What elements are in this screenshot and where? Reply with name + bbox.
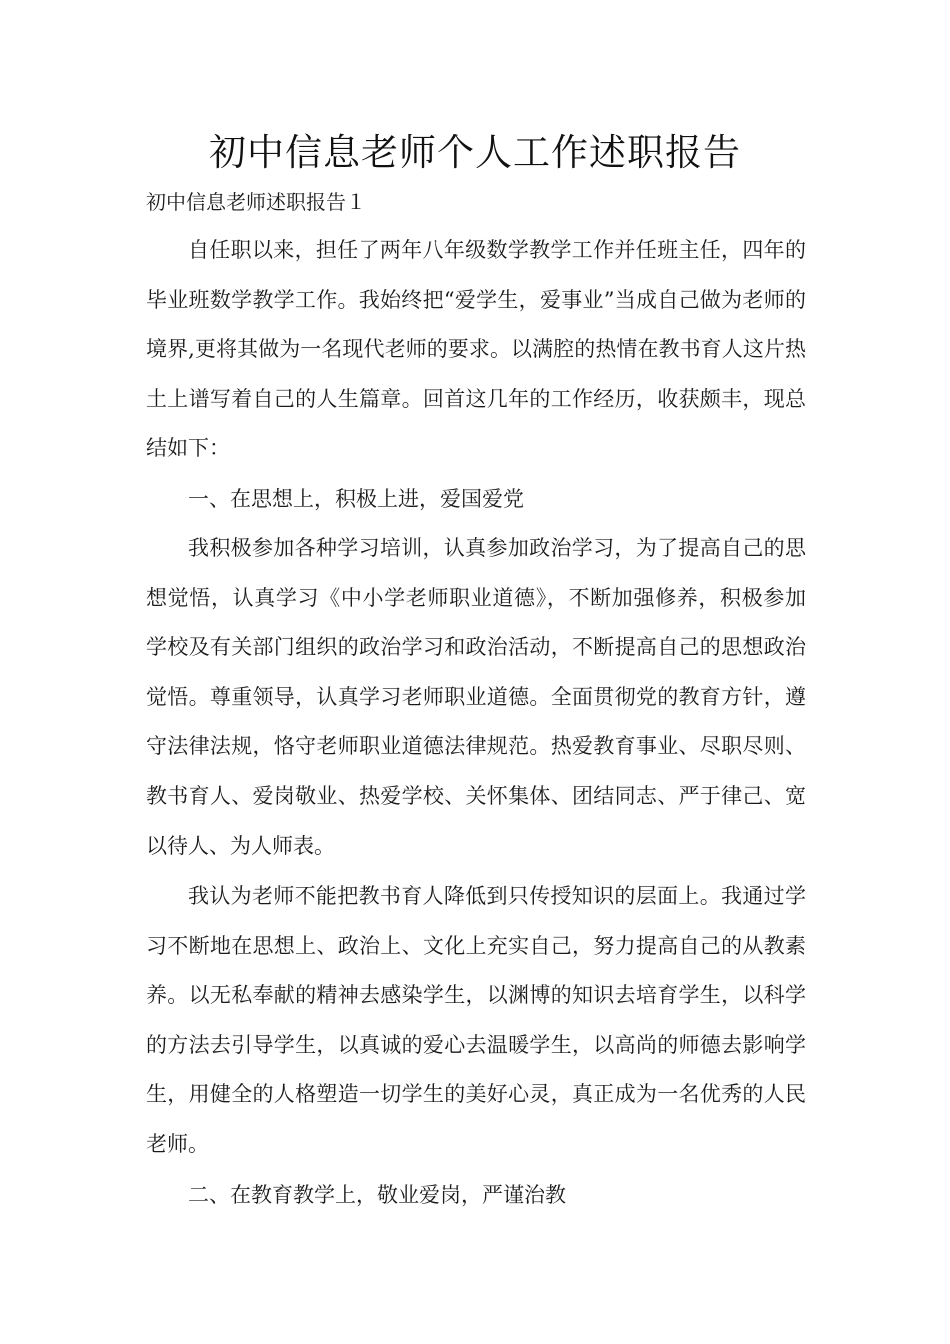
paragraph-intro: 自任职以来，担任了两年八年级数学教学工作并任班主任，四年的毕业班数学教学工作。我始终把“爱学生，爱事业”当成自己做为老师的境界,更将其做为一名现代老师的要求。以满腔的热情在教书育人这片热土上谱写着自己的人生篇章。回首这几年的工作经历，收获颇丰，现总结如下：: [146, 238, 806, 461]
section-heading-2: 二、在教育教学上，敬业爱岗，严谨治教: [188, 1183, 566, 1207]
document-title: 初中信息老师个人工作述职报告: [209, 131, 741, 174]
paragraph-teacher-role: 我认为老师不能把教书育人降低到只传授知识的层面上。我通过学习不断地在思想上、政治上、文化上充实自己，努力提高自己的从教素养。以无私奉献的精神去感染学生，以渊博的知识去培育学生，以科学的方法去引导学生，以真诚的爱心去温暖学生，以高尚的师德去影响学生，用健全的人格塑造一切学生的美好心灵，真正成为一名优秀的人民老师。: [146, 884, 806, 1156]
paragraph-ideology: 我积极参加各种学习培训，认真参加政治学习，为了提高自己的思想觉悟，认真学习《中小学老师职业道德》，不断加强修养，积极参加学校及有关部门组织的政治学习和政治活动，不断提高自己的思想政治觉悟。尊重领导，认真学习老师职业道德。全面贯彻党的教育方针，遵守法律法规，恪守老师职业道德法律规范。热爱教育事业、尽职尽则、教书育人、爱岗敬业、热爱学校、关怀集体、团结同志、严于律己、宽以待人、为人师表。: [146, 536, 806, 858]
document-subtitle: 初中信息老师述职报告１: [146, 190, 366, 214]
section-heading-1: 一、在思想上，积极上进，爱国爱党: [188, 487, 524, 511]
